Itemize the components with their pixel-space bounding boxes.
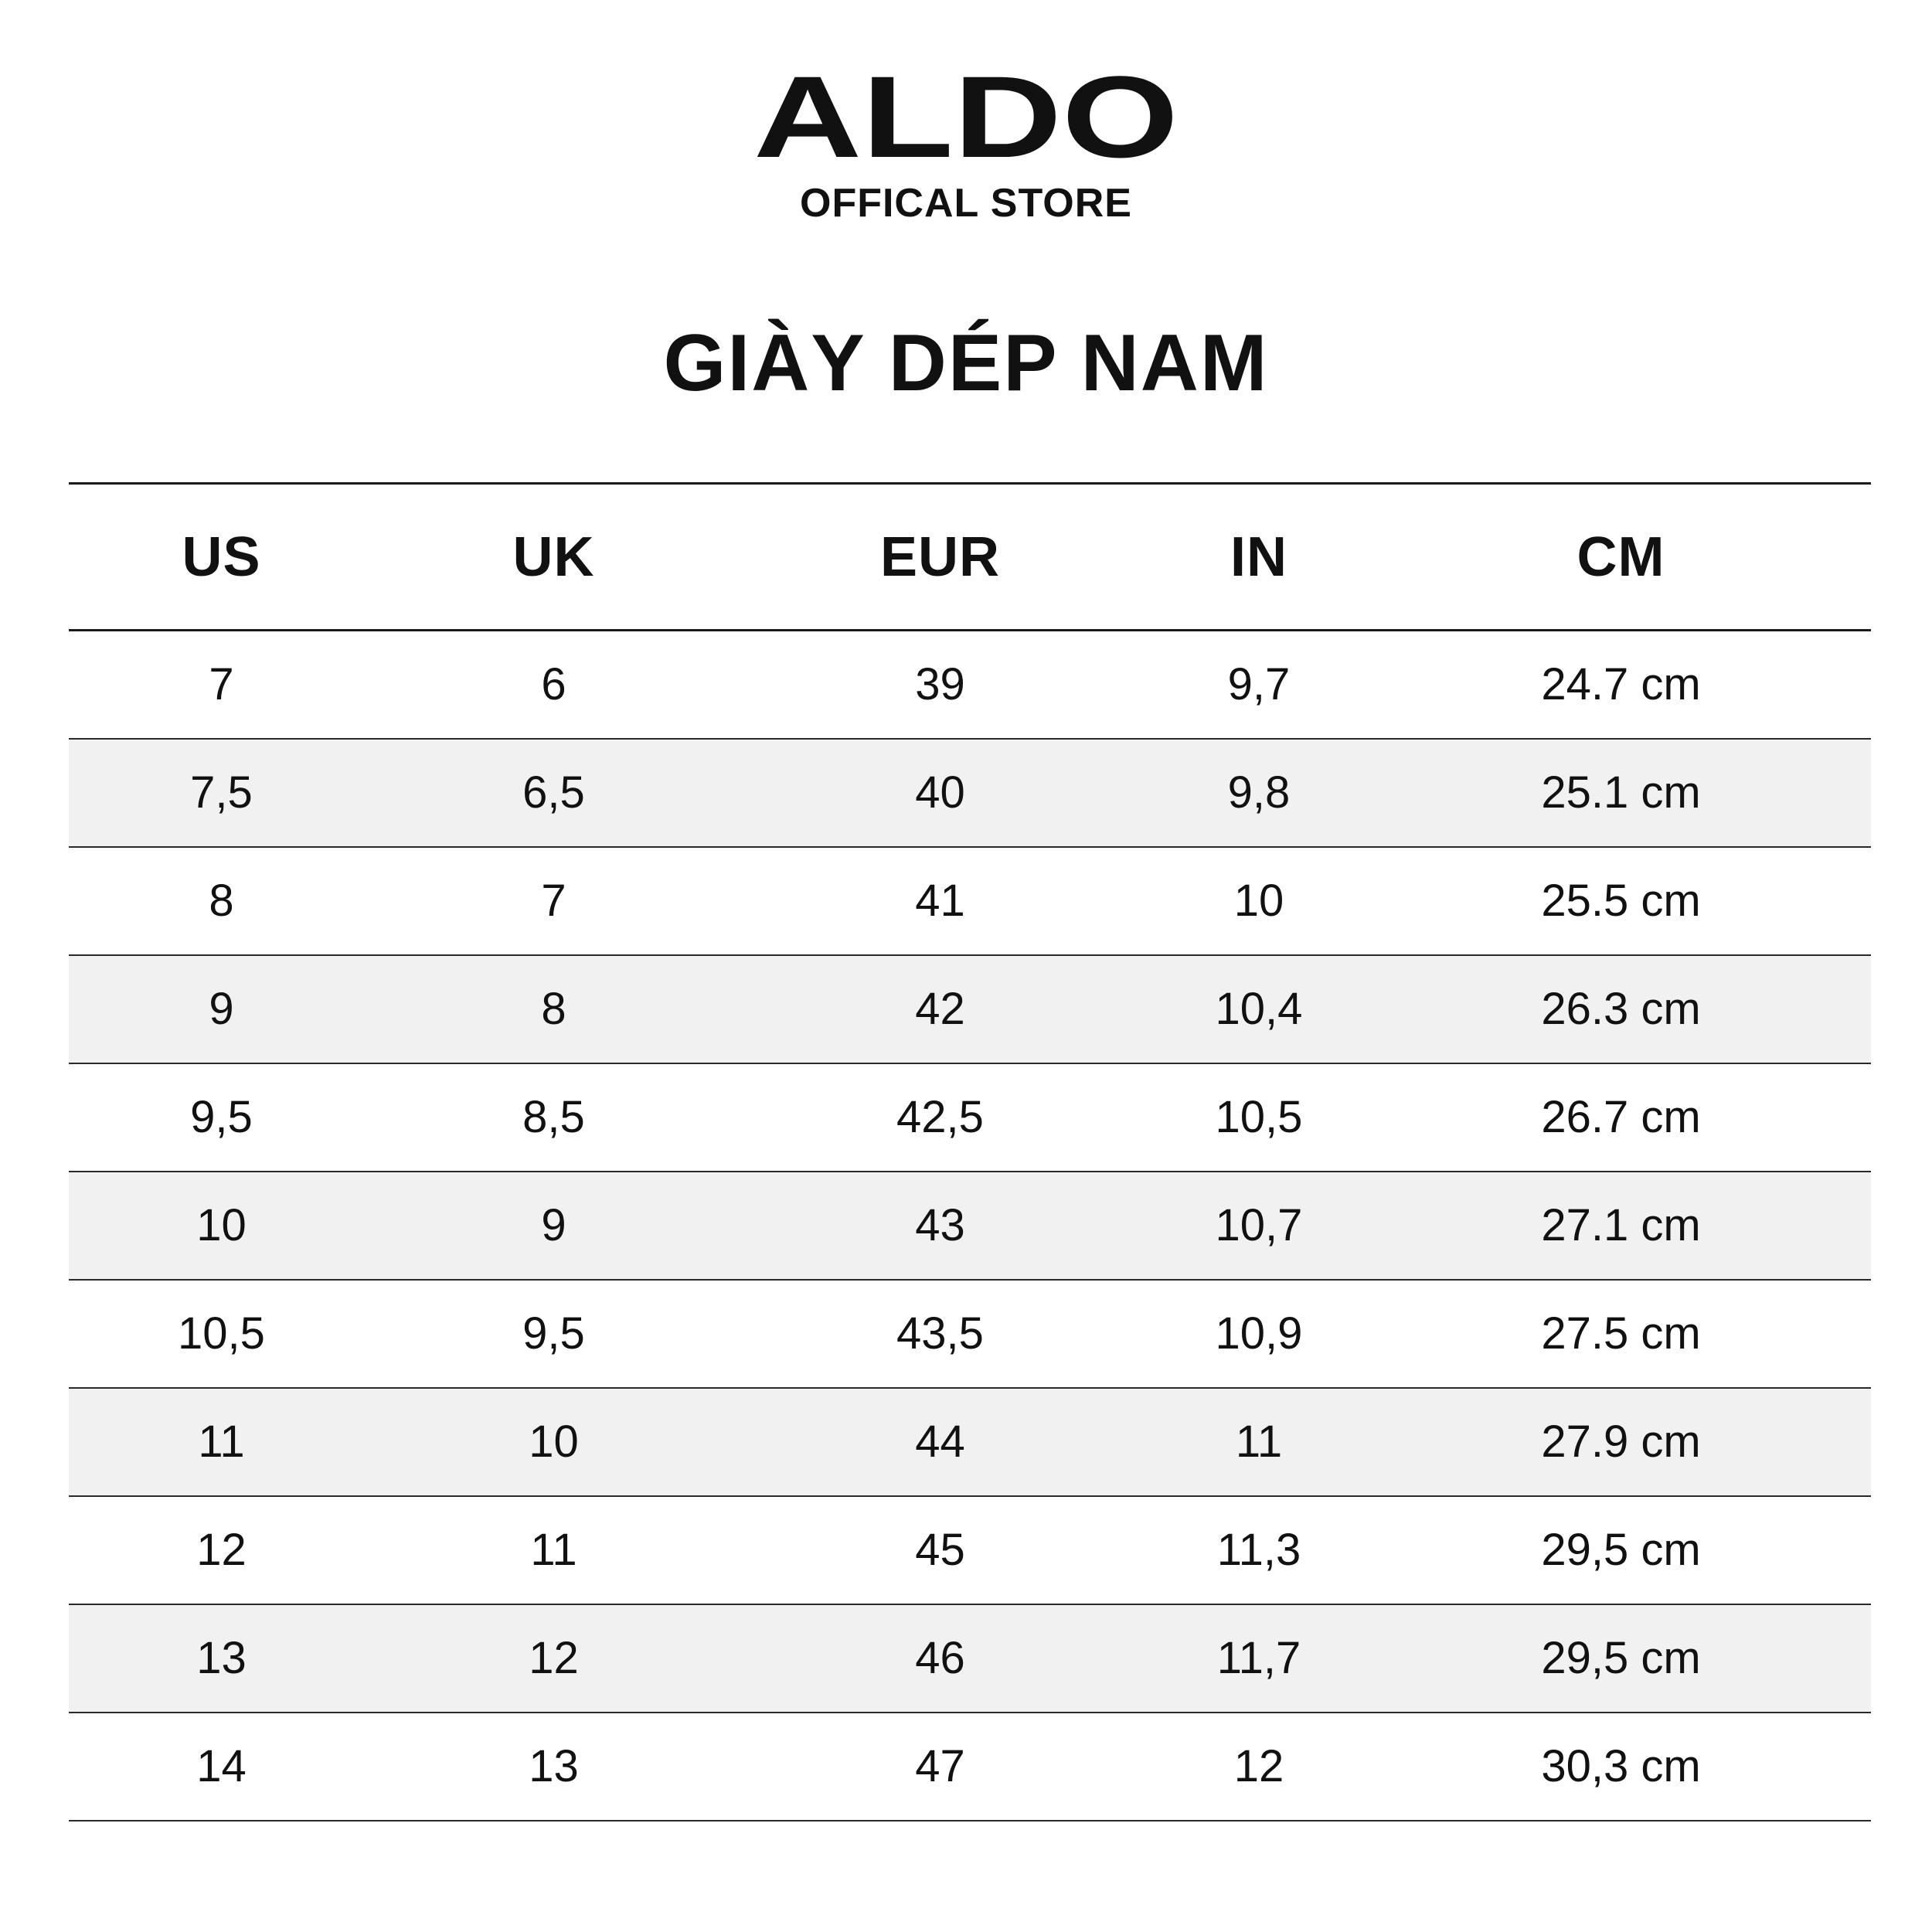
cell-cm: 27.1 cm bbox=[1541, 1200, 1701, 1250]
cell-us: 7,5 bbox=[190, 767, 253, 818]
header-uk: UK bbox=[512, 526, 595, 588]
cell-us: 13 bbox=[196, 1633, 247, 1683]
table-row bbox=[69, 631, 1871, 739]
table-row bbox=[69, 1388, 1871, 1496]
cell-us: 10,5 bbox=[178, 1308, 265, 1359]
logo-text: ALDO bbox=[753, 73, 1179, 166]
table-row bbox=[69, 1496, 1871, 1604]
cell-eur: 47 bbox=[915, 1741, 965, 1791]
cell-cm: 29,5 cm bbox=[1541, 1525, 1701, 1575]
cell-in: 12 bbox=[1233, 1741, 1284, 1791]
cell-eur: 46 bbox=[915, 1633, 965, 1683]
cell-cm: 26.3 cm bbox=[1541, 984, 1701, 1034]
cell-cm: 29,5 cm bbox=[1541, 1633, 1701, 1683]
cell-cm: 25.5 cm bbox=[1541, 876, 1701, 926]
cell-cm: 26.7 cm bbox=[1541, 1092, 1701, 1142]
table-row bbox=[69, 1172, 1871, 1280]
table-row bbox=[69, 739, 1871, 847]
cell-us: 8 bbox=[209, 876, 234, 926]
cell-uk: 7 bbox=[541, 876, 566, 926]
brand-header bbox=[0, 73, 1932, 226]
cell-us: 12 bbox=[196, 1525, 247, 1575]
store-label: OFFICAL STORE bbox=[800, 181, 1132, 226]
cell-cm: 27.9 cm bbox=[1541, 1417, 1701, 1467]
cell-us: 9,5 bbox=[190, 1092, 253, 1142]
page-title: GIÀY DÉP NAM bbox=[663, 318, 1269, 408]
table-row bbox=[69, 847, 1871, 955]
cell-eur: 45 bbox=[915, 1525, 965, 1575]
cell-uk: 10 bbox=[529, 1417, 579, 1467]
cell-in: 10,7 bbox=[1215, 1200, 1303, 1250]
cell-in: 9,8 bbox=[1227, 767, 1291, 818]
cell-cm: 25.1 cm bbox=[1541, 767, 1701, 818]
cell-eur: 41 bbox=[915, 876, 965, 926]
cell-us: 11 bbox=[198, 1417, 245, 1467]
cell-cm: 27.5 cm bbox=[1541, 1308, 1701, 1359]
cell-in: 10,9 bbox=[1215, 1308, 1303, 1359]
table-row bbox=[69, 1604, 1871, 1713]
cell-uk: 13 bbox=[529, 1741, 579, 1791]
cell-eur: 44 bbox=[915, 1417, 965, 1467]
table-body bbox=[69, 631, 1871, 1821]
cell-eur: 39 bbox=[915, 659, 965, 710]
cell-in: 9,7 bbox=[1227, 659, 1291, 710]
cell-us: 10 bbox=[196, 1200, 247, 1250]
header-us: US bbox=[182, 526, 261, 588]
cell-in: 11 bbox=[1235, 1417, 1283, 1467]
header-eur: EUR bbox=[879, 526, 1000, 588]
table-header-row bbox=[69, 484, 1871, 631]
cell-eur: 40 bbox=[915, 767, 965, 818]
cell-in: 10,4 bbox=[1215, 984, 1303, 1034]
cell-uk: 8 bbox=[541, 984, 566, 1034]
table-row bbox=[69, 1280, 1871, 1388]
cell-uk: 6 bbox=[541, 659, 566, 710]
header-in: IN bbox=[1230, 526, 1287, 588]
cell-cm: 24.7 cm bbox=[1541, 659, 1701, 710]
cell-uk: 11 bbox=[530, 1525, 577, 1575]
table-row bbox=[69, 955, 1871, 1063]
cell-us: 14 bbox=[196, 1741, 247, 1791]
cell-in: 11,3 bbox=[1216, 1525, 1301, 1575]
cell-uk: 9,5 bbox=[522, 1308, 585, 1359]
cell-eur: 43,5 bbox=[896, 1308, 984, 1359]
cell-us: 9 bbox=[209, 984, 234, 1034]
cell-uk: 6,5 bbox=[522, 767, 585, 818]
table-row bbox=[69, 1063, 1871, 1172]
cell-in: 10,5 bbox=[1215, 1092, 1303, 1142]
cell-in: 10 bbox=[1233, 876, 1284, 926]
aldo-logo bbox=[750, 73, 1182, 166]
size-chart-table bbox=[69, 482, 1871, 1821]
cell-uk: 9 bbox=[541, 1200, 566, 1250]
table-row bbox=[69, 1713, 1871, 1821]
cell-eur: 42,5 bbox=[896, 1092, 984, 1142]
cell-uk: 12 bbox=[529, 1633, 579, 1683]
cell-in: 11,7 bbox=[1216, 1633, 1301, 1683]
header-cm: CM bbox=[1577, 526, 1665, 588]
cell-cm: 30,3 cm bbox=[1541, 1741, 1701, 1791]
cell-us: 7 bbox=[209, 659, 234, 710]
cell-eur: 43 bbox=[915, 1200, 965, 1250]
cell-eur: 42 bbox=[915, 984, 965, 1034]
cell-uk: 8,5 bbox=[522, 1092, 585, 1142]
